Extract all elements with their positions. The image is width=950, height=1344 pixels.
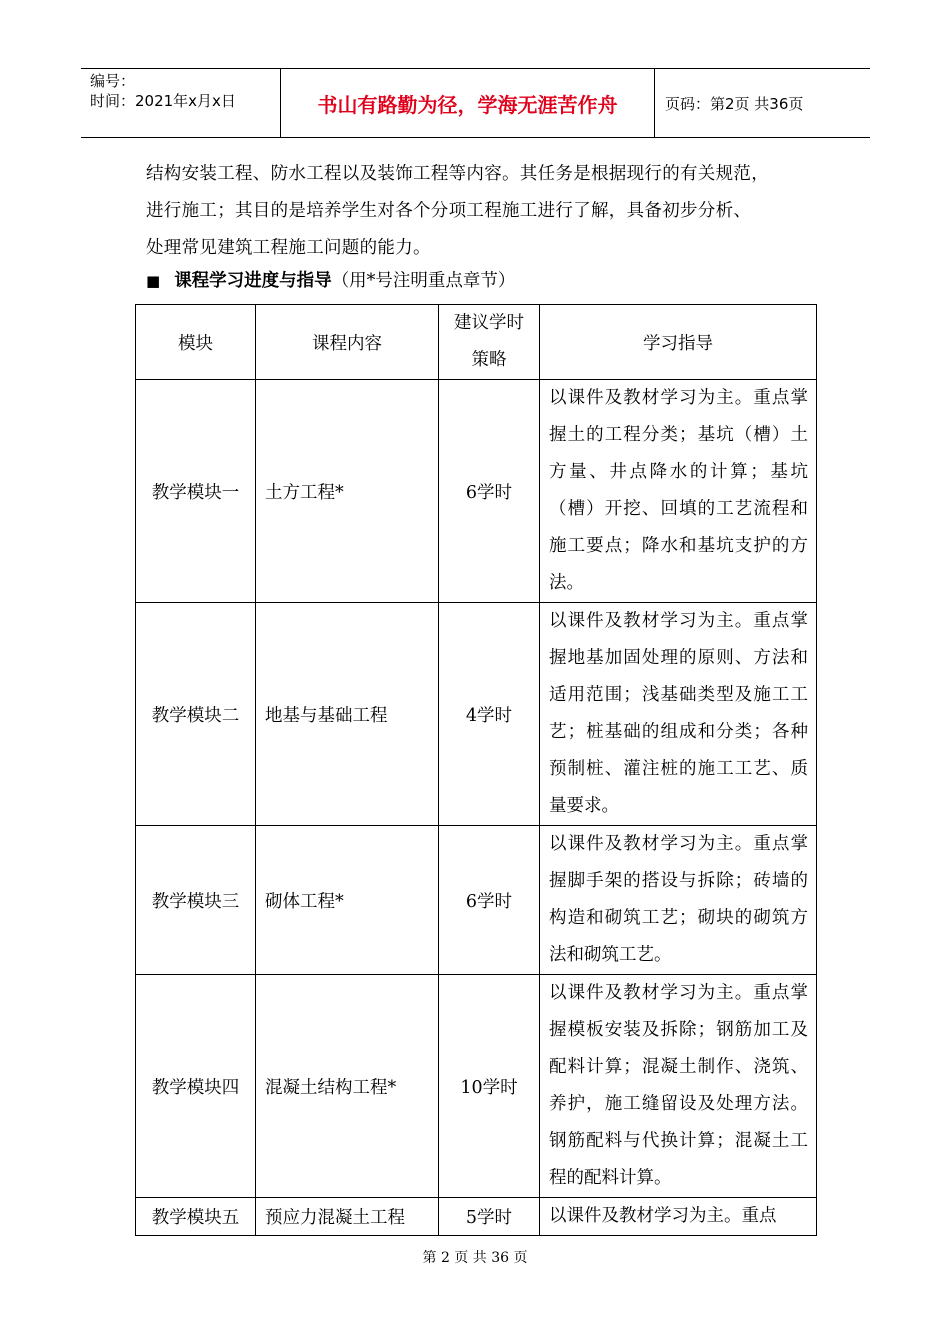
content-cell: 混凝土结构工程* bbox=[256, 975, 439, 1198]
header-guide: 学习指导 bbox=[540, 305, 817, 380]
header-content: 课程内容 bbox=[256, 305, 439, 380]
header-hours-text: 建议学时策略 bbox=[454, 313, 524, 370]
paragraph-line: 结构安装工程、防水工程以及装饰工程等内容。其任务是根据现行的有关规范， bbox=[146, 164, 769, 184]
guide-cell: 以课件及教材学习为主。重点 bbox=[540, 1198, 817, 1236]
content-cell: 砌体工程* bbox=[256, 826, 439, 975]
header-motto: 书山有路勤为径，学海无涯苦作舟 bbox=[281, 69, 655, 137]
course-schedule-table bbox=[135, 304, 817, 1236]
header-meta bbox=[81, 69, 281, 137]
header-page-info: 页码：第2页 共36页 bbox=[665, 94, 804, 113]
content-cell: 地基与基础工程 bbox=[256, 603, 439, 826]
module-cell: 教学模块三 bbox=[136, 826, 256, 975]
time-label: 时间：2021年x月x日 bbox=[90, 92, 236, 110]
table-row bbox=[136, 380, 817, 603]
table-row bbox=[136, 975, 817, 1198]
body-paragraph bbox=[146, 156, 836, 267]
square-bullet-icon: ■ bbox=[146, 272, 161, 290]
module-cell: 教学模块四 bbox=[136, 975, 256, 1198]
header-module: 模块 bbox=[136, 305, 256, 380]
table-row bbox=[136, 603, 817, 826]
hours-cell: 6学时 bbox=[439, 826, 540, 975]
hours-cell: 6学时 bbox=[439, 380, 540, 603]
module-cell: 教学模块五 bbox=[136, 1198, 256, 1236]
guide-cell: 以课件及教材学习为主。重点掌握模板安装及拆除；钢筋加工及配料计算；混凝土制作、浇筑、养护，施工缝留设及处理方法。钢筋配料与代换计算；混凝土工程的配料计算。 bbox=[540, 975, 817, 1198]
section-title: 课程学习进度与指导 bbox=[174, 271, 332, 291]
guide-cell: 以课件及教材学习为主。重点掌握土的工程分类；基坑（槽）土方量、井点降水的计算；基坑（槽）开挖、回填的工艺流程和施工要点；降水和基坑支护的方法。 bbox=[540, 380, 817, 603]
content-cell: 预应力混凝土工程 bbox=[256, 1198, 439, 1236]
paragraph-line: 进行施工；其目的是培养学生对各个分项工程施工进行了解，具备初步分析、 bbox=[146, 201, 752, 221]
page-footer: 第 2 页 共 36 页 bbox=[422, 1250, 528, 1266]
code-label: 编号： bbox=[90, 72, 136, 90]
section-heading bbox=[146, 266, 515, 296]
header-hours bbox=[439, 305, 540, 380]
section-note: （用*号注明重点章节） bbox=[331, 271, 516, 291]
table-header-row bbox=[136, 305, 817, 380]
hours-cell: 5学时 bbox=[439, 1198, 540, 1236]
guide-cell: 以课件及教材学习为主。重点掌握地基加固处理的原则、方法和适用范围；浅基础类型及施工工艺；桩基础的组成和分类；各种预制桩、灌注桩的施工工艺、质量要求。 bbox=[540, 603, 817, 826]
guide-cell: 以课件及教材学习为主。重点掌握脚手架的搭设与拆除；砖墙的构造和砌筑工艺；砌块的砌筑方法和砌筑工艺。 bbox=[540, 826, 817, 975]
module-cell: 教学模块二 bbox=[136, 603, 256, 826]
table-row bbox=[136, 826, 817, 975]
module-cell: 教学模块一 bbox=[136, 380, 256, 603]
hours-cell: 10学时 bbox=[439, 975, 540, 1198]
page-header bbox=[81, 68, 870, 138]
hours-cell: 4学时 bbox=[439, 603, 540, 826]
paragraph-line: 处理常见建筑工程施工问题的能力。 bbox=[146, 238, 431, 258]
content-cell: 土方工程* bbox=[256, 380, 439, 603]
table-row bbox=[136, 1198, 817, 1236]
